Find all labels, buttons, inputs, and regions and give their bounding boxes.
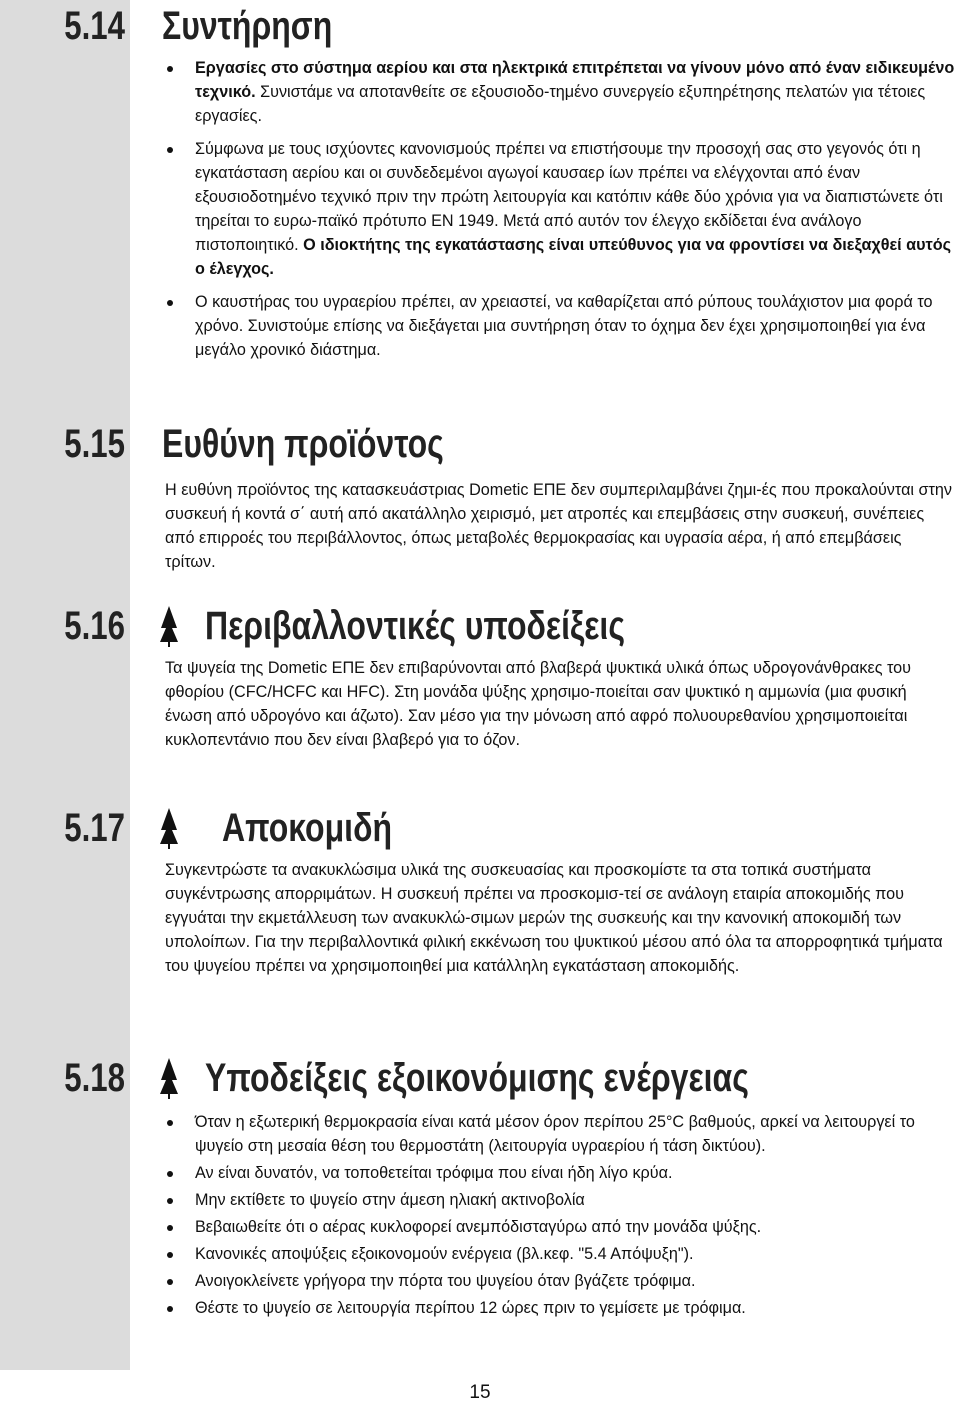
list-item xyxy=(165,137,955,281)
bullet-icon xyxy=(167,1198,173,1204)
page-number: 15 xyxy=(469,1382,491,1403)
paragraph: Συγκεντρώστε τα ανακυκλώσιμα υλικά της συσκευασίας και προσκομίστε τα στα τοπικά συστήματα συγκέντρωσης απορριμάτων. Η συσκευή πρέπει να προσκομισ-τεί σε ανάλογη εταιρία αποκομιδής που εγγυάται την εκμετάλλευση των ανακυκλώ-σιμων μερών της συσκευής και την κανονική αποκομιδή των υπολοίπων. Για την περιβαλλοντικά φιλική εκκένωση του ψυκτικού μέσου από όλα τα απορροφητικά τμήματα του ψυγείου πρέπει να χρησιμοποιηθεί μια κατάλληλη εγκατάσταση αποκομιδής. xyxy=(165,861,943,975)
paragraph: Η ευθύνη προϊόντος της κατασκευάστριας Dometic ΕΠΕ δεν συμπεριλαμβάνει ζημι-ές που προκαλούνται στην συσκευή ή κοντά σ΄ αυτή από ακατάλληλο χειρισμό, μετ ατροπές και επεμβάσεις στην συσκευή, συνέπειες από επιρροές του περιβάλλοντος, όπως μεταβολές θερμοκρασίας και υγρασία αέρα, ή από επεμβάσεις τρίτων. xyxy=(165,481,953,571)
bullet-icon xyxy=(167,300,173,306)
bold-text: Ο ιδιοκτήτης της εγκατάστασης είναι υπεύθυνος για να φροντίσει να διεξαχθεί αυτός ο έλεγχος. xyxy=(195,236,952,278)
list-item xyxy=(165,1269,955,1293)
section-number-5-15: 5.15 xyxy=(64,422,125,466)
section-title-maintenance: Συντήρηση xyxy=(162,4,333,48)
bullet-icon xyxy=(167,147,173,153)
item-text: Βεβαιωθείτε ότι ο αέρας κυκλοφορεί ανεμπόδισταγύρω από την μονάδα ψύξης. xyxy=(195,1218,762,1236)
bullet-icon xyxy=(167,1279,173,1285)
item-text: Ο καυστήρας του υγραερίου πρέπει, αν χρειαστεί, να καθαρίζεται από ρύπους τουλάχιστον μια φορά το χρόνο. Συνιστούμε επίσης να διεξάγεται μια συντήρηση όταν το όχημα δεν έχει χρησιμοποιηθεί για ένα μεγάλο χρονικό διάστημα. xyxy=(195,293,933,359)
list-item xyxy=(165,1161,955,1185)
item-text: Αν είναι δυνατόν, να τοποθετείται τρόφιμα που είναι ήδη λίγο κρύα. xyxy=(195,1164,673,1182)
bullet-icon xyxy=(167,1171,173,1177)
environment-body xyxy=(165,656,955,752)
section-title-energy-saving: Υποδείξεις εξοικονόμισης ενέργειας xyxy=(205,1056,749,1100)
list-item xyxy=(165,1215,955,1239)
disposal-body xyxy=(165,858,955,978)
bullet-icon xyxy=(167,1120,173,1126)
list-item xyxy=(165,290,955,362)
item-text: Ανοιγοκλείνετε γρήγορα την πόρτα του ψυγείου όταν βγάζετε τρόφιμα. xyxy=(195,1272,696,1290)
section-title-product-liability: Ευθύνη προϊόντος xyxy=(162,422,444,466)
section-number-5-16: 5.16 xyxy=(64,604,125,648)
list-item xyxy=(165,1242,955,1266)
tree-icon xyxy=(158,806,180,850)
list-item xyxy=(165,1110,955,1158)
maintenance-body xyxy=(165,56,955,371)
section-number-5-14: 5.14 xyxy=(64,4,125,48)
item-text: Σύμφωνα με τους ισχύοντες κανονισμούς πρέπει να επιστήσουμε την προσοχή σας στο γεγονός ότι η εγκατάσταση αερίου και οι συνδεδεμένοι αγωγοί καυσαερ ίων πρέπει να ελέγχονται από έναν εξουσιοδοτημένο τεχνικό πριν την πρώτη λειτουργία και κατόπιν κάθε δύο χρόνια για να διαπιστώνετε ότι τηρείται το ευρω-παϊκό πρότυπο EN 1949. Μετά από αυτόν τον έλεγχο εκδίδεται ένα ανάλογο πιστοποιητικό. xyxy=(195,140,943,254)
section-title-disposal: Αποκομιδή xyxy=(222,806,393,850)
bullet-icon xyxy=(167,1225,173,1231)
item-text: Συνιστάμε να αποτανθείτε σε εξουσιοδο-τημένο συνεργείο εξυπηρέτησης πελατών για τέτοιες εργασίες. xyxy=(195,83,926,125)
section-title-environment: Περιβαλλοντικές υποδείξεις xyxy=(205,604,625,648)
gray-sidebar xyxy=(0,0,130,1370)
bullet-icon xyxy=(167,66,173,72)
bullet-icon xyxy=(167,1306,173,1312)
item-text: Μην εκτίθετε το ψυγείο στην άμεση ηλιακή ακτινοβολία xyxy=(195,1191,585,1209)
list-item xyxy=(165,1296,955,1320)
tree-icon xyxy=(158,1056,180,1100)
tree-icon xyxy=(158,604,180,648)
list-item xyxy=(165,56,955,128)
section-number-5-17: 5.17 xyxy=(64,806,125,850)
item-text: Όταν η εξωτερική θερμοκρασία είναι κατά μέσον όρον περίπου 25°C βαθμούς, αρκεί να λειτουργεί το ψυγείο στη μεσαία θέση του θερμοστάτη (λειτουργία υγραερίου ή τάση δικτύου). xyxy=(195,1113,915,1155)
item-text: Κανονικές αποψύξεις εξοικονομούν ενέργεια (βλ.κεφ. "5.4 Απόψυξη"). xyxy=(195,1245,694,1263)
product-liability-body xyxy=(165,478,955,574)
item-text: Θέστε το ψυγείο σε λειτουργία περίπου 12 ώρες πριν το γεμίσετε με τρόφιμα. xyxy=(195,1299,746,1317)
bold-text: Εργασίες στο σύστημα αερίου και στα ηλεκτρικά επιτρέπεται να γίνουν μόνο από έναν ειδικευμένο τεχνικό. xyxy=(195,59,955,101)
paragraph: Τα ψυγεία της Dometic ΕΠΕ δεν επιβαρύνονται από βλαβερά ψυκτικά υλικά όπως υδρογονάνθρακες του φθορίου (CFC/HCFC και HFC). Στη μονάδα ψύξης χρησιμο-ποιείται σαν ψυκτικό η αμμωνία (μια φυσική ένωση από υδρογόνο και άζωτο). Σαν μέσο για την μόνωση από αφρό πολυουρεθανίου χρησιμοποιείται κυκλοπεντάνιο που δεν είναι βλαβερό για το όζον. xyxy=(165,659,912,749)
section-number-5-18: 5.18 xyxy=(64,1056,125,1100)
list-item xyxy=(165,1188,955,1212)
bullet-icon xyxy=(167,1252,173,1258)
energy-saving-body xyxy=(165,1110,955,1323)
